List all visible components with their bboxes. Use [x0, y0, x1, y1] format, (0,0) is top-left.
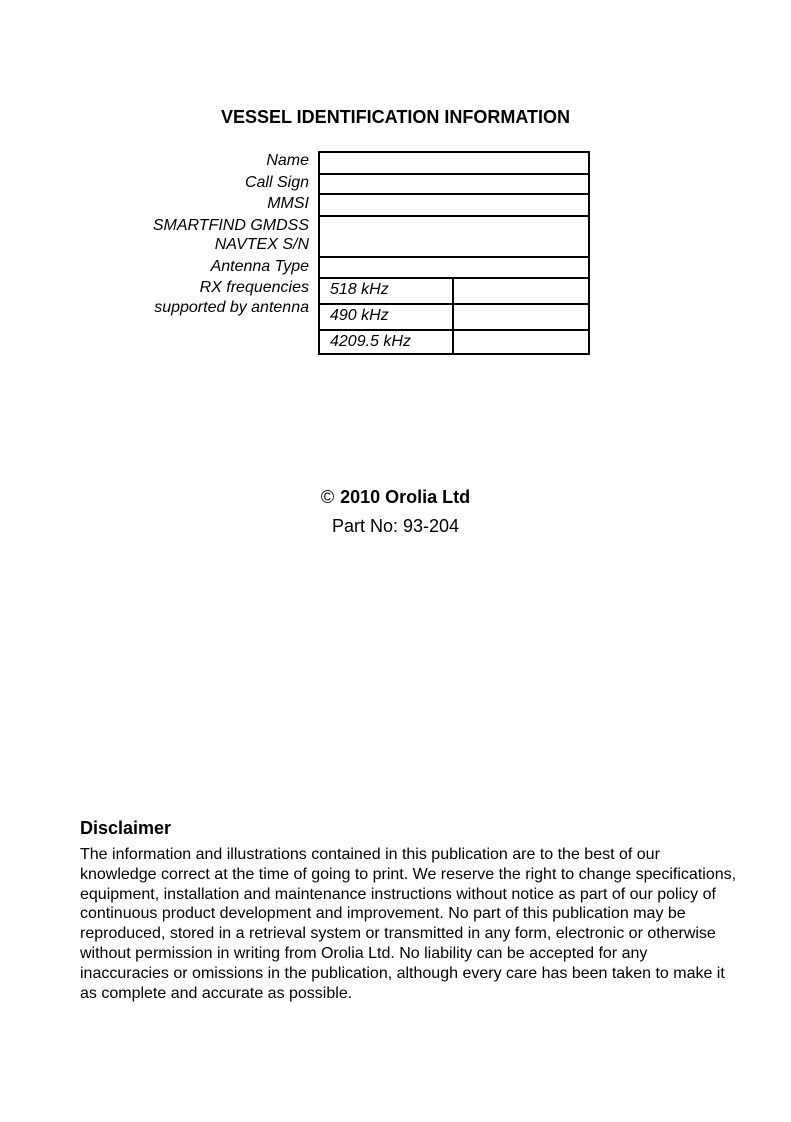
name-label: Name: [266, 152, 309, 169]
freq-518-cell: 518 kHz: [318, 277, 454, 305]
freq-490-cell: 490 kHz: [318, 303, 454, 331]
rx-label-line2: supported by antenna: [154, 299, 309, 316]
antenna-label: Antenna Type: [210, 258, 309, 275]
callsign-field[interactable]: [318, 173, 590, 195]
rx-label-line1: RX frequencies: [199, 279, 309, 296]
navtex-sn-field[interactable]: [318, 215, 590, 258]
freq-4209-field[interactable]: [452, 329, 590, 355]
mmsi-field[interactable]: [318, 193, 590, 217]
part-number: Part No: 93-204: [331, 516, 460, 536]
freq-4209-cell: 4209.5 kHz: [318, 329, 454, 355]
page-title: VESSEL IDENTIFICATION INFORMATION: [220, 107, 570, 127]
copyright-line: [0, 487, 791, 508]
disclaimer-body: The information and illustrations contained in this publication are to the best of our knowledge correct at the time of going to print. We reserve the right to change specifications, equipment, installation and maintenance instructions without notice as part of our policy of continuous product development and improvement. No part of this publication may be reproduced, stored in a retrieval system or transmitted in any form, electronic or otherwise without permission in writing from Orolia Ltd. No liability can be accepted for any inaccuracies or omissions in the publication, although every care has been taken to make it as complete and accurate as possible.: [80, 846, 737, 1002]
disclaimer-heading: Disclaimer: [80, 818, 172, 838]
callsign-label: Call Sign: [244, 174, 309, 191]
copyright-text: 2010 Orolia Ltd: [340, 487, 471, 507]
freq-518-field[interactable]: [452, 277, 590, 305]
name-field[interactable]: [318, 151, 590, 175]
freq-490-field[interactable]: [452, 303, 590, 331]
mmsi-label: MMSI: [267, 195, 309, 212]
navtex-label-line1: SMARTFIND GMDSS: [152, 217, 309, 234]
copyright-symbol: ©: [320, 487, 335, 507]
navtex-label-line2: NAVTEX S/N: [214, 236, 309, 253]
antenna-type-field[interactable]: [318, 256, 590, 279]
